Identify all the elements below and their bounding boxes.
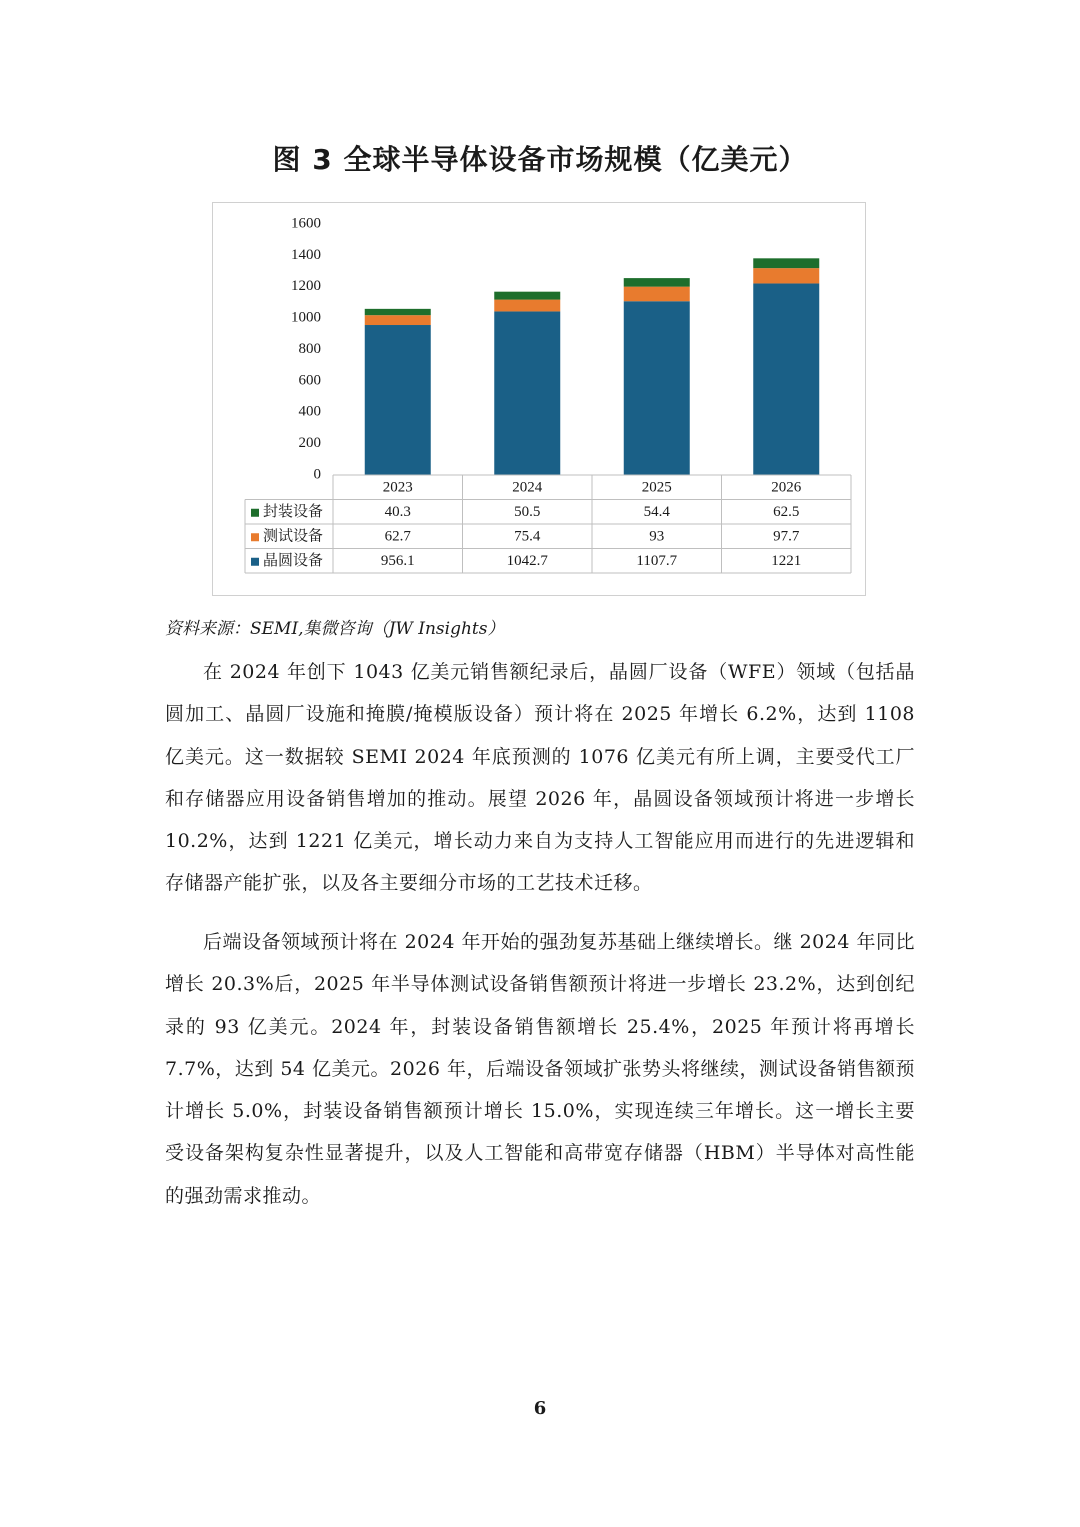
- data-label: 54.4: [643, 504, 670, 521]
- data-label: 1042.7: [506, 553, 548, 570]
- y-tick-label: 800: [298, 340, 321, 357]
- bar-segment: [624, 287, 690, 302]
- page-number: 6: [533, 1398, 547, 1419]
- y-tick-label: 1400: [291, 246, 321, 263]
- data-label: 75.4: [514, 528, 541, 545]
- y-tick-label: 400: [298, 403, 321, 420]
- body-paragraph-1: 在 2024 年创下 1043 亿美元销售额纪录后，晶圆厂设备（WFE）领域（包括晶圆加工、晶圆厂设施和掩膜/掩模版设备）预计将在 2025 年增长 6.2%，达到 1108 亿美元。这一数据较 SEMI 2024 年底预测的 1076 亿美元有所上调，主要受代工厂和存储器应用设备销售增加的推动。展望 2026 年，晶圆设备领域预计将进一步增长 10.2%，达到 1221 亿美元，增长动力来自为支持人工智能应用而进行的先进逻辑和存储器产能扩张，以及各主要细分市场的工艺技术迁移。: [165, 661, 915, 895]
- bar-segment: [753, 268, 819, 283]
- y-tick-label: 200: [298, 435, 321, 452]
- legend-label: 测试设备: [263, 528, 324, 545]
- bar-segment: [624, 278, 690, 287]
- y-tick-label: 1000: [291, 309, 321, 326]
- bar-segment: [624, 301, 690, 475]
- chart-svg: [213, 203, 865, 595]
- data-label: 1221: [771, 553, 802, 570]
- bar-segment: [753, 258, 819, 268]
- legend-key: [251, 558, 259, 566]
- data-label: 62.5: [773, 504, 800, 521]
- data-label: 956.1: [380, 553, 415, 570]
- data-label: 93: [649, 528, 665, 545]
- x-tick-label: 2025: [641, 479, 672, 496]
- data-label: 97.7: [773, 528, 800, 545]
- bar-segment: [494, 311, 560, 475]
- x-tick-label: 2026: [771, 479, 802, 496]
- stacked-bar-chart: [212, 202, 866, 596]
- legend-label: 晶圆设备: [263, 553, 324, 570]
- data-label: 1107.7: [636, 553, 678, 570]
- legend-key: [251, 533, 259, 541]
- y-tick-label: 1200: [291, 278, 321, 295]
- legend-key: [251, 509, 259, 517]
- bar-segment: [494, 292, 560, 300]
- data-label: 50.5: [514, 504, 541, 521]
- figure-source: 资料来源：SEMI,集微咨询（JW Insights）: [165, 619, 505, 639]
- figure-title: 图 3 全球半导体设备市场规模（亿美元）: [272, 143, 808, 176]
- y-tick-label: 1600: [291, 215, 321, 232]
- y-tick-label: 600: [298, 372, 321, 389]
- data-label: 62.7: [384, 528, 411, 545]
- x-tick-label: 2024: [512, 479, 543, 496]
- data-label: 40.3: [384, 504, 411, 521]
- bar-segment: [753, 283, 819, 475]
- bar-segment: [365, 315, 431, 325]
- bar-segment: [365, 309, 431, 315]
- bar-segment: [494, 300, 560, 312]
- y-tick-label: 0: [313, 466, 321, 483]
- x-tick-label: 2023: [382, 479, 413, 496]
- body-paragraph-2: 后端设备领域预计将在 2024 年开始的强劲复苏基础上继续增长。继 2024 年同比增长 20.3%后，2025 年半导体测试设备销售额预计将进一步增长 23.2%，达到创纪录的 93 亿美元。2024 年，封装设备销售额增长 25.4%，2025 年预计将再增长 7.7%，达到 54 亿美元。2026 年，后端设备领域扩张势头将继续，测试设备销售额预计增长 5.0%，封装设备销售额预计增长 15.0%，实现连续三年增长。这一增长主要受设备架构复杂性显著提升，以及人工智能和高带宽存储器（HBM）半导体对高性能的强劲需求推动。: [165, 931, 915, 1207]
- bar-segment: [365, 325, 431, 475]
- legend-label: 封装设备: [263, 504, 324, 521]
